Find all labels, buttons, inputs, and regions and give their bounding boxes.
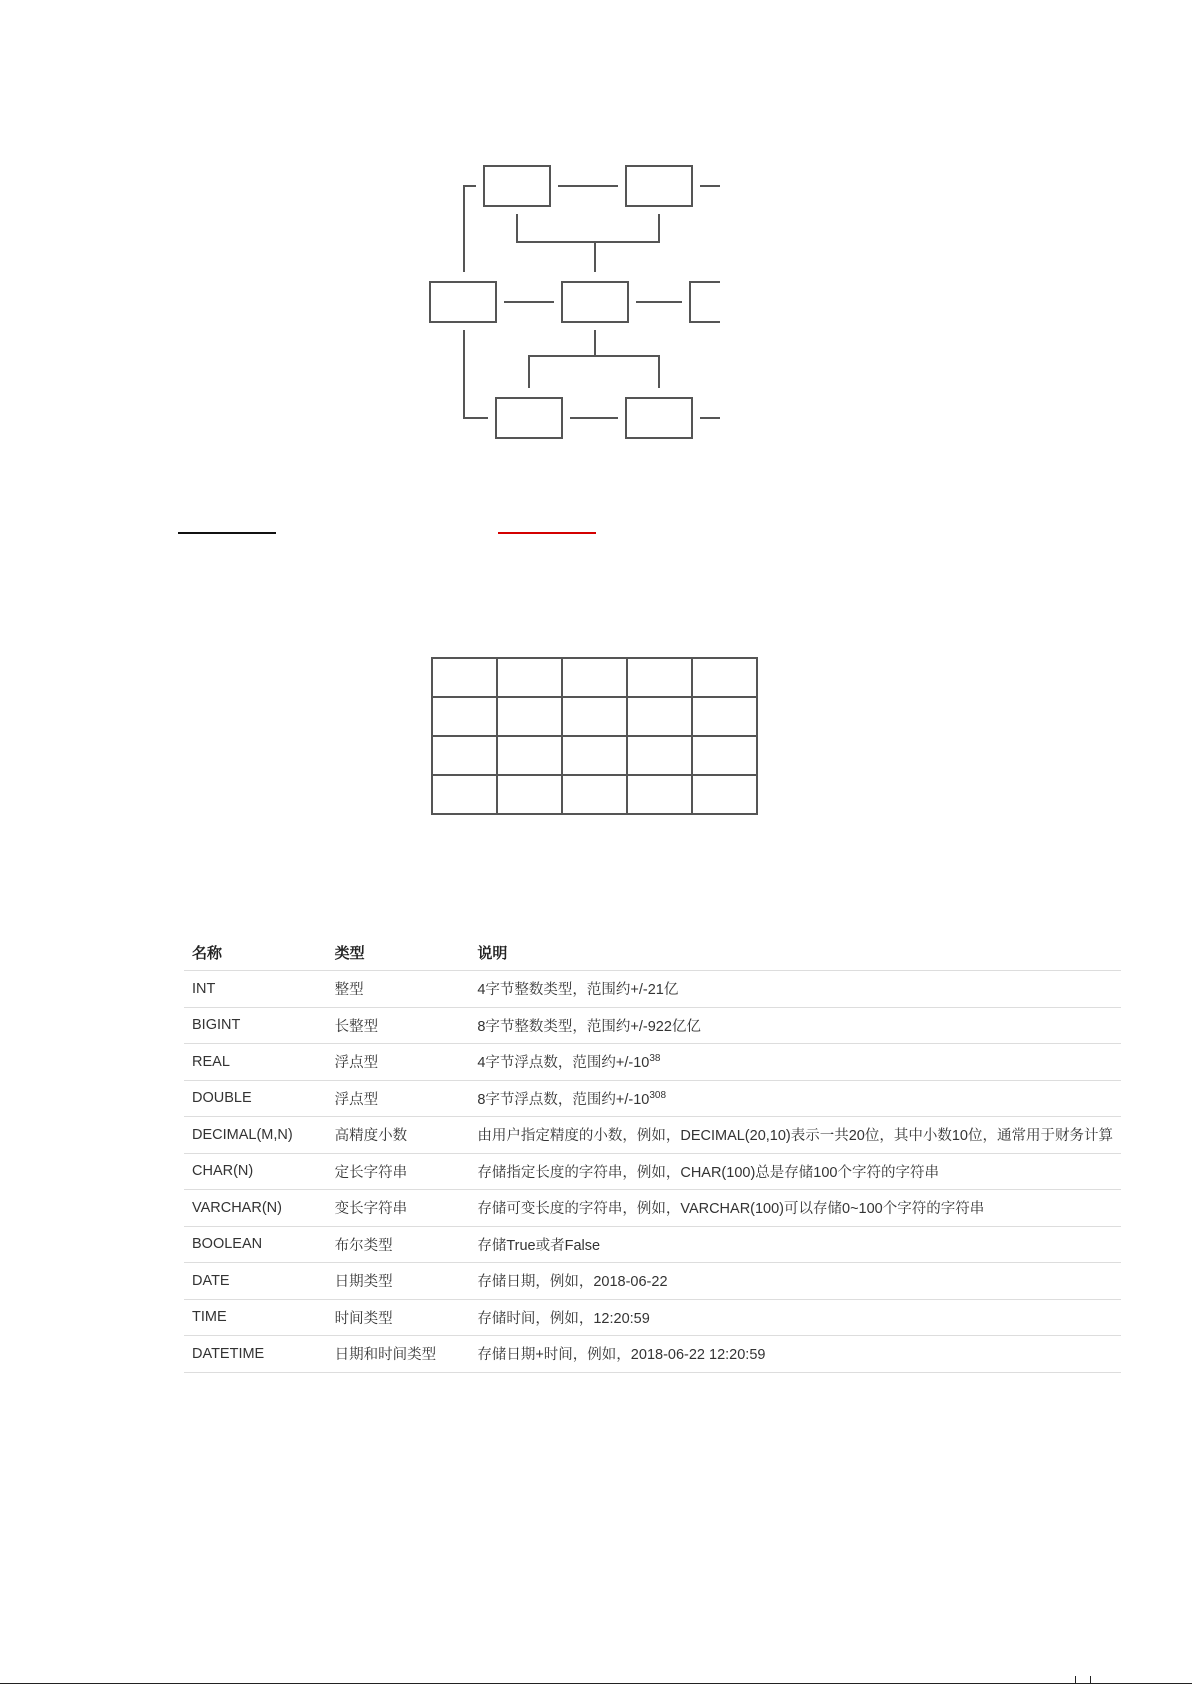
empty-grid-table: [431, 657, 758, 815]
cell-description: 存储时间，例如，12:20:59: [469, 1299, 1121, 1336]
exponent: 38: [649, 1053, 661, 1065]
grid-cell: [627, 736, 692, 775]
cell-description-text: 8字节浮点数，范围约+/-10: [477, 1091, 650, 1108]
diagram-box-bottom-right: [626, 398, 692, 438]
grid-cell: [497, 697, 562, 736]
table-row: [184, 1226, 1121, 1263]
grid-cell: [692, 697, 757, 736]
grid-cell: [627, 697, 692, 736]
table-header-row: [184, 934, 1121, 971]
grid-cell: [432, 736, 497, 775]
footer-rule: [0, 1683, 1192, 1684]
diagram-link-outer-bottom-right: [700, 330, 720, 418]
exponent: 308: [649, 1089, 667, 1101]
cell-name: DATE: [184, 1263, 327, 1300]
grid-row: [432, 658, 757, 697]
cell-name: TIME: [184, 1299, 327, 1336]
diagram-bracket-bottom: [529, 356, 659, 388]
grid-cell: [692, 736, 757, 775]
grid-cell: [432, 697, 497, 736]
diagram-link-outer-bottom-left: [464, 330, 488, 418]
grid-cell: [692, 775, 757, 814]
network-diagram-svg: [400, 148, 720, 448]
cell-type: 整型: [327, 971, 470, 1008]
cell-name: REAL: [184, 1044, 327, 1081]
cell-type: 时间类型: [327, 1299, 470, 1336]
diagram-box-middle-left: [430, 282, 496, 322]
cell-type: 布尔类型: [327, 1226, 470, 1263]
header-name: 名称: [184, 934, 327, 971]
cell-name: VARCHAR(N): [184, 1190, 327, 1227]
cell-type: 定长字符串: [327, 1153, 470, 1190]
grid-cell: [562, 736, 627, 775]
diagram-bracket-top: [517, 214, 659, 242]
table-row: [184, 1263, 1121, 1300]
cell-description: 8字节整数类型，范围约+/-922亿亿: [469, 1007, 1121, 1044]
diagram-link-outer-top-right: [700, 186, 720, 272]
grid-cell: [627, 775, 692, 814]
cell-name: BIGINT: [184, 1007, 327, 1044]
grid-row: [432, 697, 757, 736]
table-row: [184, 1080, 1121, 1117]
grid-cell: [562, 775, 627, 814]
grid-cell: [692, 658, 757, 697]
cell-name: DATETIME: [184, 1336, 327, 1373]
footer-page-mark: [1075, 1676, 1091, 1684]
table-row: [184, 1044, 1121, 1081]
table-row: [184, 1336, 1121, 1373]
cell-type: 日期类型: [327, 1263, 470, 1300]
data-type-table: [184, 934, 1121, 1373]
cell-description: 由用户指定精度的小数，例如，DECIMAL(20,10)表示一共20位，其中小数10位，通常用于财务计算: [469, 1117, 1121, 1154]
grid-cell: [497, 775, 562, 814]
diagram-box-middle-center: [562, 282, 628, 322]
cell-description: 存储可变长度的字符串，例如，VARCHAR(100)可以存储0~100个字符的字符串: [469, 1190, 1121, 1227]
table-row: [184, 1117, 1121, 1154]
cell-name: INT: [184, 971, 327, 1008]
cell-description-text: 4字节浮点数，范围约+/-10: [477, 1055, 650, 1072]
cell-description: [469, 1080, 1121, 1117]
cell-description: 存储True或者False: [469, 1226, 1121, 1263]
table-row: [184, 1190, 1121, 1227]
network-diagram: [400, 148, 720, 448]
grid-cell: [432, 775, 497, 814]
cell-type: 浮点型: [327, 1044, 470, 1081]
table-row: [184, 1299, 1121, 1336]
diagram-box-bottom-left: [496, 398, 562, 438]
cell-description: [469, 1044, 1121, 1081]
cell-description: 存储指定长度的字符串，例如，CHAR(100)总是存储100个字符的字符串: [469, 1153, 1121, 1190]
red-underline: [498, 532, 596, 534]
cell-type: 浮点型: [327, 1080, 470, 1117]
grid-cell: [627, 658, 692, 697]
cell-description: 存储日期+时间，例如，2018-06-22 12:20:59: [469, 1336, 1121, 1373]
table-row: [184, 1007, 1121, 1044]
cell-type: 日期和时间类型: [327, 1336, 470, 1373]
cell-name: DECIMAL(M,N): [184, 1117, 327, 1154]
grid-cell: [562, 697, 627, 736]
table-row: [184, 971, 1121, 1008]
grid-cell: [432, 658, 497, 697]
cell-type: 高精度小数: [327, 1117, 470, 1154]
cell-description: 存储日期，例如，2018-06-22: [469, 1263, 1121, 1300]
diagram-link-outer-top-left: [464, 186, 476, 272]
grid-cell: [497, 736, 562, 775]
cell-name: BOOLEAN: [184, 1226, 327, 1263]
cell-name: DOUBLE: [184, 1080, 327, 1117]
header-description: 说明: [469, 934, 1121, 971]
black-underline: [178, 532, 276, 534]
header-type: 类型: [327, 934, 470, 971]
grid-row: [432, 736, 757, 775]
grid-cell: [497, 658, 562, 697]
grid-cell: [562, 658, 627, 697]
diagram-box-top-right: [626, 166, 692, 206]
diagram-box-top-left: [484, 166, 550, 206]
cell-description: 4字节整数类型，范围约+/-21亿: [469, 971, 1121, 1008]
cell-type: 变长字符串: [327, 1190, 470, 1227]
diagram-box-middle-right: [690, 282, 720, 322]
cell-name: CHAR(N): [184, 1153, 327, 1190]
table-row: [184, 1153, 1121, 1190]
cell-type: 长整型: [327, 1007, 470, 1044]
grid-row: [432, 775, 757, 814]
